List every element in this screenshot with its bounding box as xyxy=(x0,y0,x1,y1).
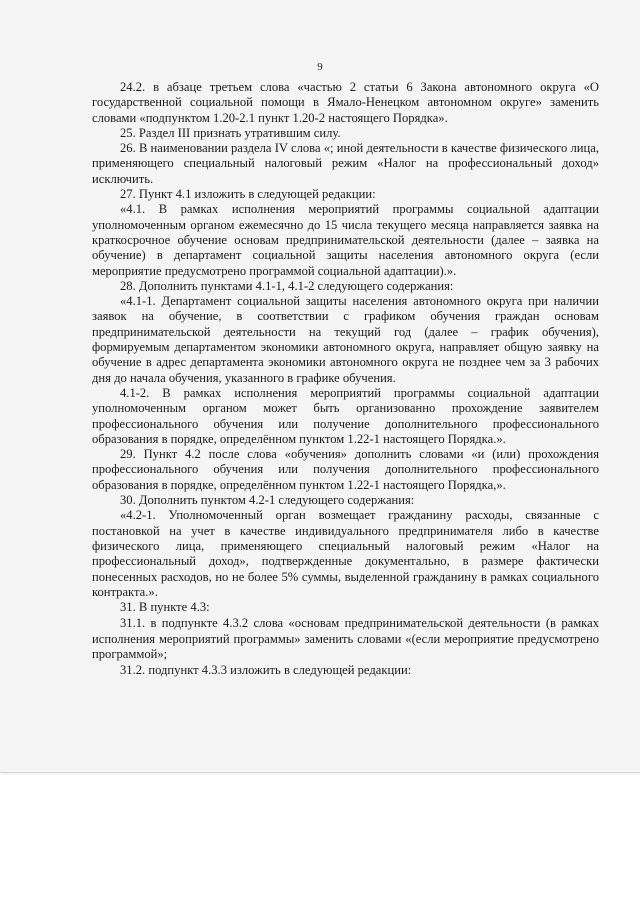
paragraph-31-1: 31.1. в подпункте 4.3.2 слова «основам предпринимательской деятельности (в рамках исполнения мероприятий программы» заменить словами «(если мероприятие предусмотрено программой»; xyxy=(92,616,599,661)
page-number: 9 xyxy=(317,61,323,73)
paragraph-29: 29. Пункт 4.2 после слова «обучения» дополнить словами «и (или) прохождения профессионального обучения или получения дополнительного профессионального образования в порядке, определённом пунктом 1.22-1 настоящего Порядка,». xyxy=(92,447,599,492)
paragraph-4-2-1: «4.2-1. Уполномоченный орган возмещает гражданину расходы, связанные с постановкой на учет в качестве индивидуального предпринимателя либо в качестве физического лица, применяющего специальный налоговый режим «Налог на профессиональный доход», подтвержденные документально, в размере фактически понесенных расходов, но не более 5% суммы, выделенной гражданину в рамках социального контракта.». xyxy=(92,508,599,599)
paragraph-4-1: «4.1. В рамках исполнения мероприятий программы социальной адаптации уполномоченным органом ежемесячно до 15 числа текущего месяца направляется заявка на краткосрочное обучение основам предпринимательской деятельности (далее – заявка на обучение) в департамент социальной защиты населения автономного округа (если мероприятие предусмотрено программой социальной адаптации).». xyxy=(92,202,599,278)
paragraph-4-1-1: «4.1-1. Департамент социальной защиты населения автономного округа при наличии заявок на обучение, в соответствии с графиком обучения граждан основам предпринимательской деятельности на текущий год (далее – график обучения), формируемым департаментом экономики автономного округа, направляет общую заявку на обучение в адрес департамента экономики автономного округа не позднее чем за 3 рабочих дня до начала обучения, указанного в графике обучения. xyxy=(92,294,599,385)
paragraph-25: 25. Раздел III признать утратившим силу. xyxy=(120,125,341,140)
paragraph-4-1-2: 4.1-2. В рамках исполнения мероприятий программы социальной адаптации уполномоченным органом может быть организованно прохождение заявителем профессионального обучения или получение дополнительного профессионального образования в порядке, определённом пунктом 1.22-1 настоящего Порядка.». xyxy=(92,385,599,446)
document-body xyxy=(92,80,599,679)
paragraph-28: 28. Дополнить пунктами 4.1-1, 4.1-2 следующего содержания: xyxy=(120,278,454,293)
paragraph-31-2: 31.2. подпункт 4.3.3 изложить в следующей редакции: xyxy=(120,663,412,678)
paragraph-27: 27. Пункт 4.1 изложить в следующей редакции: xyxy=(120,187,376,202)
paragraph-31: 31. В пункте 4.3: xyxy=(120,600,210,615)
paragraph-30: 30. Дополнить пунктом 4.2-1 следующего содержания: xyxy=(120,493,415,508)
paragraph-26: 26. В наименовании раздела IV слова «; иной деятельности в качестве физического лица, применяющего специальный налоговый режим «Налог на профессиональный доход» исключить. xyxy=(92,141,599,186)
paragraph-24-2: 24.2. в абзаце третьем слова «частью 2 статьи 6 Закона автономного округа «О государственной социальной помощи в Ямало-Ненецком автономном округе» заменить словами «подпунктом 1.20-2.1 пункт 1.20-2 настоящего Порядка». xyxy=(92,80,599,125)
